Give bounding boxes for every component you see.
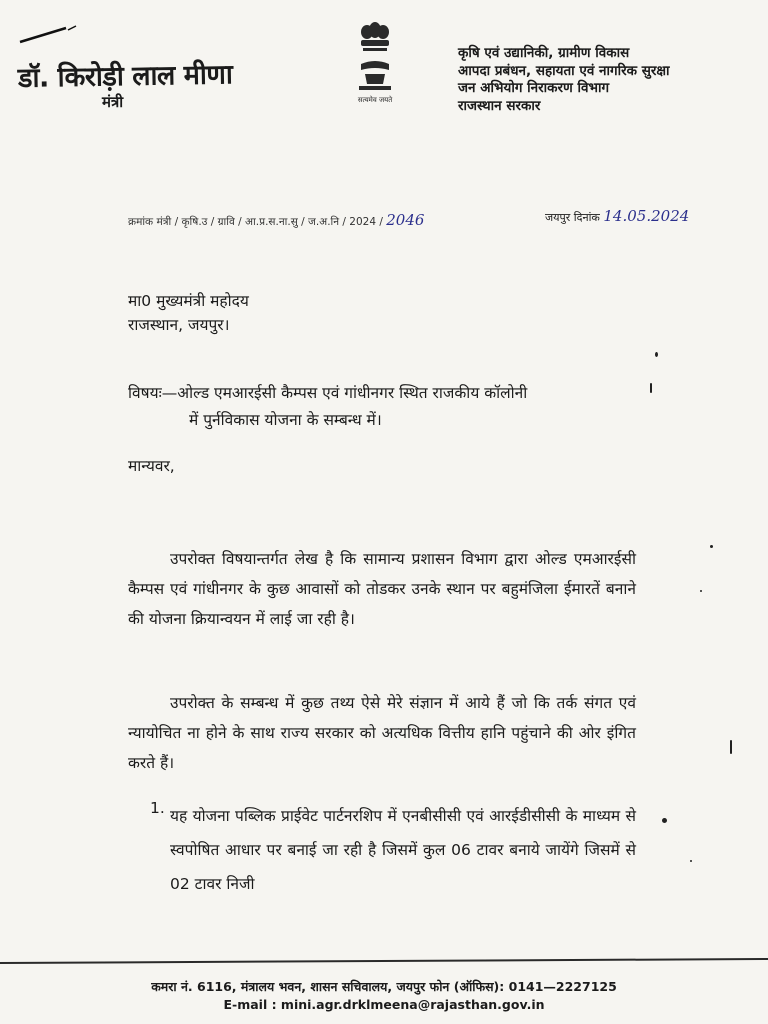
emblem-caption: सत्यमेव जयते bbox=[357, 96, 393, 104]
state-emblem-icon bbox=[345, 20, 405, 110]
scan-speck bbox=[662, 818, 667, 823]
footer-address: कमरा नं. 6116, मंत्रालय भवन, शासन सचिवालय, जयपुर फोन (ऑफिस): 0141—2227125 bbox=[151, 979, 617, 994]
subject-line: विषयः—ओल्ड एमआरईसी कैम्पस एवं गांधीनगर स्थित राजकीय कॉलोनी bbox=[128, 384, 528, 402]
date-value: 14.05.2024 bbox=[603, 207, 690, 225]
addressee-line: राजस्थान, जयपुर। bbox=[128, 316, 230, 334]
paragraph: उपरोक्त विषयान्तर्गत लेख है कि सामान्य प्रशासन विभाग द्वारा ओल्ड एमआरईसी कैम्पस एवं गांधीनगर के कुछ आवासों को तोडकर उनके स्थान पर बहुमंजिला ईमारतें बनाने की योजना क्रियान्वयन में लाई जा रही है। bbox=[128, 550, 636, 628]
designation: मंत्री bbox=[102, 93, 124, 111]
footer bbox=[0, 978, 768, 1014]
minister-name: डॉ. किरोड़ी लाल मीणा bbox=[17, 59, 233, 94]
scan-speck bbox=[655, 352, 658, 357]
department-line: आपदा प्रबंधन, सहायता एवं नागरिक सुरक्षा bbox=[458, 62, 670, 79]
addressee-line: मा0 मुख्यमंत्री महोदय bbox=[128, 292, 249, 310]
subject-block bbox=[128, 380, 638, 434]
scan-speck bbox=[710, 545, 713, 548]
department-line: जन अभियोग निराकरण विभाग bbox=[458, 80, 610, 96]
reference-number: 2046 bbox=[386, 211, 425, 229]
footer-email: E-mail : mini.agr.drklmeena@rajasthan.gov.in bbox=[223, 997, 545, 1012]
paragraph: उपरोक्त के सम्बन्ध में कुछ तथ्य ऐसे मेरे संज्ञान में आये हैं जो कि तर्क संगत एवं न्यायोचित ना होने के साथ राज्य सरकार को अत्यधिक वित्तीय हानि पहुंचाने की ओर इंगित करते हैं। bbox=[128, 694, 636, 772]
list-item: यह योजना पब्लिक प्राईवेट पार्टनरशिप में एनबीसीसी एवं आरईडीसीसी के माध्यम से स्वपोषित आधार पर बनाई जा रही है जिसमें कुल 06 टावर बनाये जायेंगे जिसमें से 02 टावर निजी bbox=[170, 807, 636, 893]
pen-mark-icon bbox=[18, 24, 78, 44]
date-label: जयपुर दिनांक bbox=[545, 211, 600, 224]
scan-speck bbox=[700, 590, 702, 592]
reference-line bbox=[128, 211, 424, 229]
reference-prefix: क्रमांक मंत्री / कृषि.उ / ग्रावि / आ.प्र.स.ना.सु / ज.अ.नि / 2024 / bbox=[128, 216, 383, 228]
department-line: कृषि एवं उद्यानिकी, ग्रामीण विकास bbox=[458, 45, 630, 61]
department-line: राजस्थान सरकार bbox=[458, 97, 541, 114]
date-line bbox=[545, 207, 689, 225]
subject-line: में पुर्नविकास योजना के सम्बन्ध में। bbox=[189, 411, 382, 429]
scan-speck bbox=[690, 860, 692, 862]
scan-speck bbox=[650, 383, 652, 393]
department-block bbox=[458, 45, 670, 115]
salutation: मान्यवर, bbox=[128, 457, 175, 475]
list-item-number: 1. bbox=[150, 799, 165, 817]
addressee-block bbox=[128, 289, 249, 337]
scan-speck bbox=[730, 740, 732, 754]
footer-divider bbox=[0, 958, 768, 964]
